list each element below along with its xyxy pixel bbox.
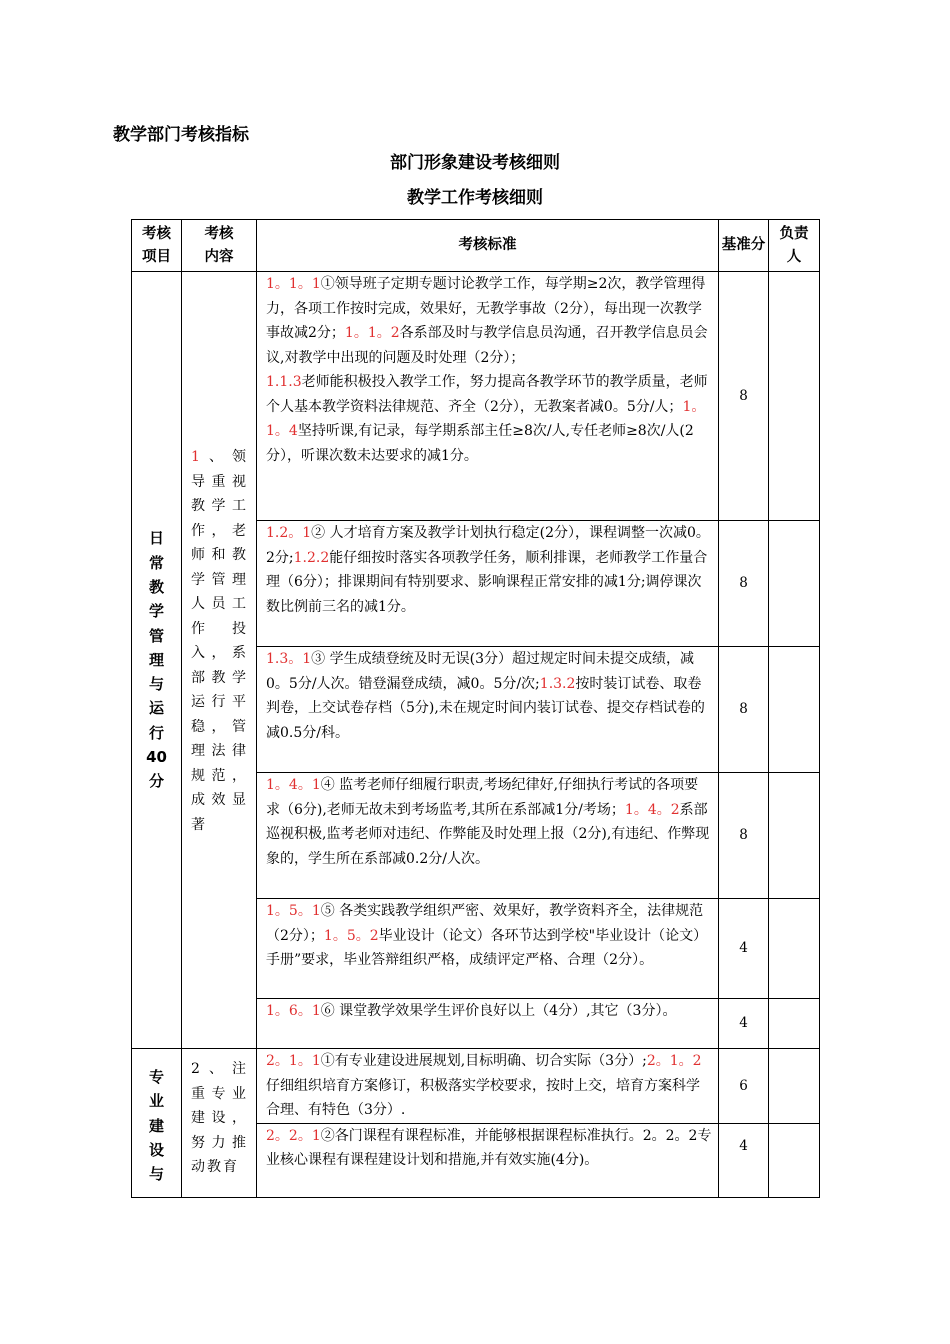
table-row xyxy=(132,272,820,521)
owner-cell xyxy=(769,1123,820,1197)
standard-cell: 1.2。1② 人才培育方案及教学计划执行稳定(2分），课程调整一次减0。2分;1.2.2能仔细按时落实各项教学任务，顺利排课，老师教学工作量合理（6分）；排课期间有特别要求、影响课程正常安排的减1分;调停课次数比例前三名的减1分。 xyxy=(257,521,719,647)
owner-cell xyxy=(769,899,820,999)
score-cell: 8 xyxy=(719,647,769,773)
page-title: 部门形象建设考核细则 xyxy=(390,153,560,173)
standard-cell: 1。4。1④ 监考老师仔细履行职责,考场纪律好,仔细执行考试的各项要求（6分),老师无故未到考场监考,其所在系部减1分/考场；1。4。2系部巡视积极,监考老师对违纪、作弊能及时处理上报（2分),有违纪、作弊现象的，学生所在系部减0.2分/人次。 xyxy=(257,773,719,899)
score-cell: 4 xyxy=(719,899,769,999)
score-cell: 8 xyxy=(719,272,769,521)
score-cell: 8 xyxy=(719,521,769,647)
owner-cell xyxy=(769,272,820,521)
standard-cell: 2。2。1②各门课程有课程标准，并能够根据课程标准执行。2。2。2专业核心课程有课程建设计划和措施,并有效实施(4分)。 xyxy=(257,1123,719,1197)
section-content-cell: 1、领导重视教学工作，老师和教学管理人员工作投入，系部教学运行平稳，管理法律规范，成效显著 xyxy=(182,272,257,1049)
score-cell: 4 xyxy=(719,1123,769,1197)
assessment-table xyxy=(131,219,820,1198)
section-item-cell: 日常教学管理与运行40分 xyxy=(132,272,182,1049)
score-cell: 8 xyxy=(719,773,769,899)
header-standard: 考核标准 xyxy=(257,220,719,272)
standard-cell: 1。5。1⑤ 各类实践教学组织严密、效果好，教学资料齐全，法律规范（2分）；1。5。2毕业设计（论文）各环节达到学校"毕业设计（论文）手册”要求，毕业答辩组织严格，成绩评定严格、合理（2分）。 xyxy=(257,899,719,999)
owner-cell xyxy=(769,647,820,773)
header-score: 基准分 xyxy=(719,220,769,272)
section-item-cell: 专业建设与 xyxy=(132,1049,182,1198)
standard-cell: 1。1。1①领导班子定期专题讨论教学工作，每学期≥2次，教学管理得力，各项工作按时完成，效果好，无教学事故（2分），每出现一次教学事故减2分；1。1。2各系部及时与教学信息员沟通，召开教学信息员会议,对教学中出现的问题及时处理（2分）； 1.1.3老师能积极投入教学工作，努力提高各教学环节的教学质量，老师个人基本教学资料法律规范、齐全（2分），无教案者减0。5分/人；1。1。4坚持听课,有记录，每学期系部主任≥8次/人,专任老师≥8次/人(2分），听课次数未达要求的减1分。 xyxy=(257,272,719,521)
score-cell: 6 xyxy=(719,1049,769,1124)
owner-cell xyxy=(769,999,820,1049)
table-row xyxy=(132,1049,820,1124)
score-cell: 4 xyxy=(719,999,769,1049)
owner-cell xyxy=(769,1049,820,1124)
header-item: 考核 项目 xyxy=(132,220,182,272)
header-content: 考核 内容 xyxy=(182,220,257,272)
header-row xyxy=(132,220,820,272)
standard-cell: 1。6。1⑥ 课堂教学效果学生评价良好以上（4分）,其它（3分）。 xyxy=(257,999,719,1049)
page-subtitle: 教学工作考核细则 xyxy=(407,188,543,208)
document-heading: 教学部门考核指标 xyxy=(113,125,249,145)
section-content-cell: 2、注重专业建设，努力推动教育 xyxy=(182,1049,257,1198)
standard-cell: 2。1。1①有专业建设进展规划,目标明确、切合实际（3分）;2。1。2仔细组织培育方案修订，积极落实学校要求，按时上交，培育方案科学合理、有特色（3分）. xyxy=(257,1049,719,1124)
standard-cell: 1.3。1③ 学生成绩登统及时无误(3分）超过规定时间未提交成绩，减0。5分/人次。错登漏登成绩，减0。5分/次;1.3.2按时装订试卷、取卷判卷，上交试卷存档（5分),未在规定时间内装订试卷、提交存档试卷的减0.5分/科。 xyxy=(257,647,719,773)
header-owner: 负责 人 xyxy=(769,220,820,272)
owner-cell xyxy=(769,773,820,899)
owner-cell xyxy=(769,521,820,647)
